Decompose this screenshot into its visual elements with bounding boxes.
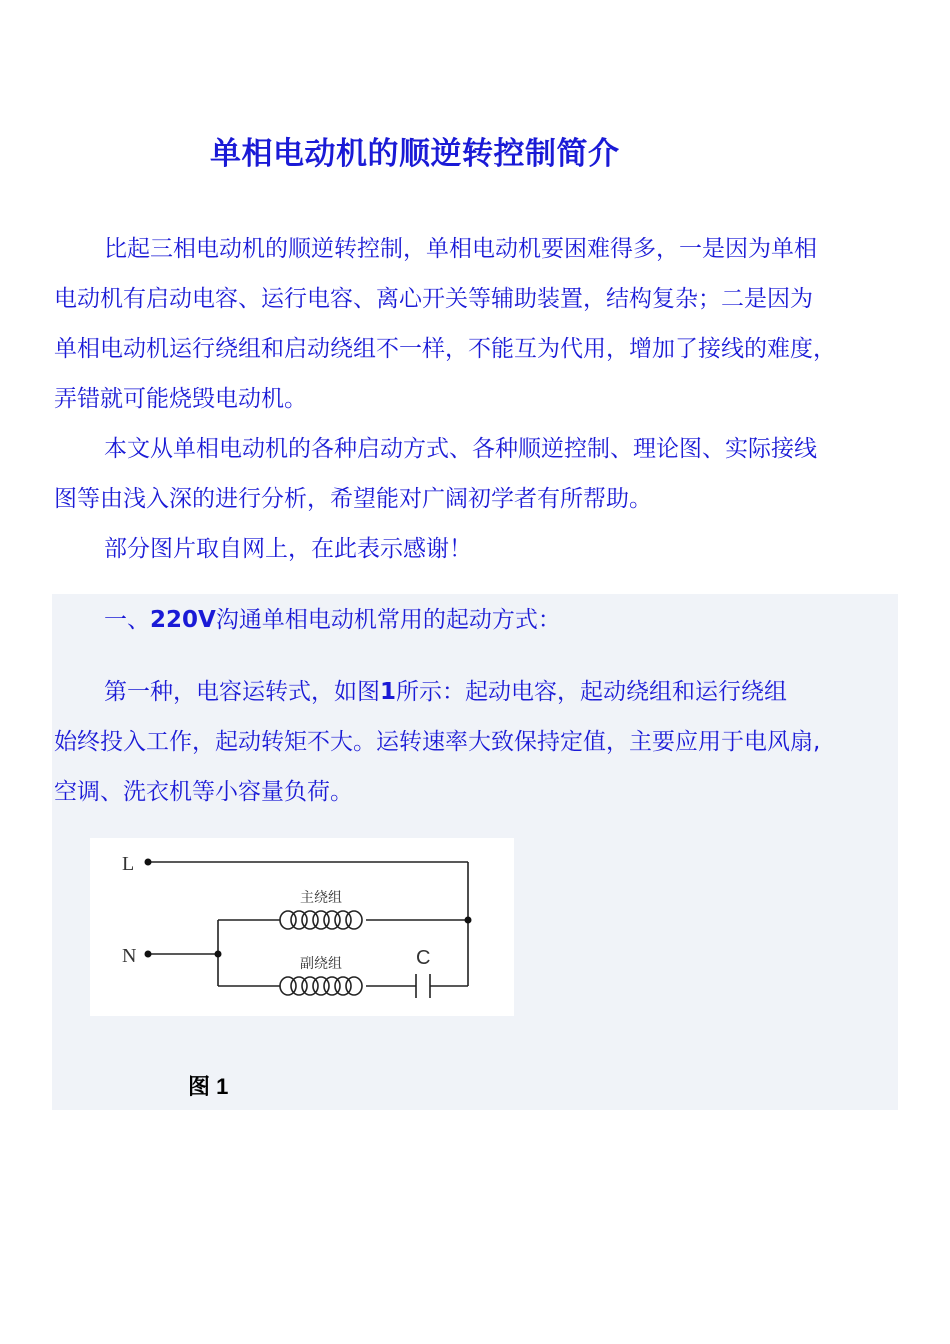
method1-line1-b: 所示：起动电容，起动绕组和运行绕组 — [396, 679, 788, 705]
section1-voltage: 220V — [150, 607, 216, 633]
method1-line2: 始终投入工作，起动转矩不大。运转速率大致保持定值，主要应用于电风扇, — [54, 729, 821, 755]
intro-p2-line-2: 图等由浅入深的进行分析，希望能对广阔初学者有所帮助。 — [54, 486, 652, 512]
intro-p1-line-1: 比起三相电动机的顺逆转控制，单相电动机要困难得多，一是因为单相 — [104, 236, 817, 262]
intro-p1-line-2: 电动机有启动电容、运行电容、离心开关等辅助装置，结构复杂；二是因为 — [54, 286, 813, 312]
terminal-L-dot — [145, 859, 152, 866]
intro-paragraph-2 — [54, 424, 904, 524]
section1-heading — [54, 595, 904, 645]
circuit-svg — [90, 838, 514, 1016]
intro-paragraph-1 — [54, 224, 904, 424]
label-aux-winding: 副绕组 — [300, 956, 342, 972]
method1-line1-a: 第一种，电容运转式，如图 — [104, 679, 380, 705]
aux-winding-coil — [280, 977, 362, 995]
figure1-caption: 图 1 — [188, 1074, 229, 1099]
label-N: N — [122, 945, 137, 967]
terminal-N-dot — [145, 951, 152, 958]
method1-fig-ref: 1 — [380, 679, 397, 705]
section1-heading-rest: 沟通单相电动机常用的起动方式： — [215, 607, 561, 633]
section1-prefix: 一、 — [104, 607, 150, 633]
method1-paragraph — [54, 667, 904, 817]
intro-p1-line-3: 单相电动机运行绕组和启动绕组不一样，不能互为代用，增加了接线的难度， — [54, 336, 836, 362]
intro-p1-line-4: 弄错就可能烧毁电动机。 — [54, 386, 307, 412]
junction-right-dot — [465, 917, 472, 924]
label-capacitor: C — [416, 947, 431, 969]
intro-paragraph-3 — [54, 524, 904, 574]
main-winding-coil — [280, 911, 362, 929]
page-title: 单相电动机的顺逆转控制简介 — [210, 136, 620, 172]
junction-left-dot — [215, 951, 222, 958]
intro-p2-line-1: 本文从单相电动机的各种启动方式、各种顺逆控制、理论图、实际接线 — [104, 436, 817, 462]
label-L: L — [122, 853, 135, 875]
method1-line3: 空调、洗衣机等小容量负荷。 — [54, 779, 353, 805]
intro-p3-line-1: 部分图片取自网上，在此表示感谢！ — [104, 536, 472, 562]
figure1-circuit-diagram — [90, 838, 514, 1016]
label-main-winding: 主绕组 — [300, 890, 342, 906]
